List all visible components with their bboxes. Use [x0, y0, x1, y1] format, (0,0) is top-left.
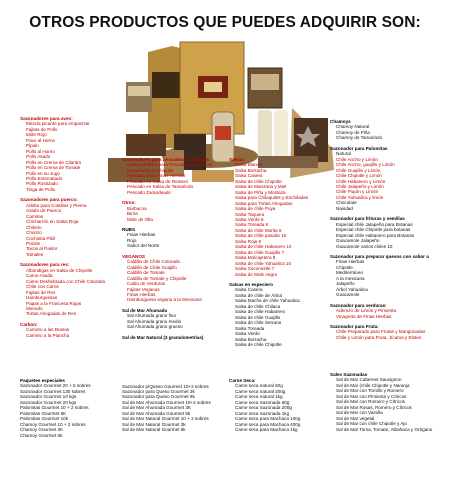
list-item: Mole Rojo [26, 132, 47, 138]
list-item: Sazonador para Queso Gourmet 3k [122, 388, 195, 394]
list-item: Vinagreta de Finas Hierbas [336, 313, 392, 319]
list-item: Salsa Borracha [235, 336, 267, 342]
list-item: Salsa Macha de chile Yahualica [235, 298, 300, 304]
list-item: Sal de Mar Ahumada Gourmet 6k [122, 410, 191, 416]
list-item: Salsa de chile Habanero 10 [235, 244, 292, 250]
section-heading-quesos: Sazonador para preparar quesos con sabor a [330, 253, 429, 259]
list-item: Salsa Blanca [235, 162, 262, 168]
section-heading-pescados: Sazonadores para pescados y mariscos: [122, 157, 211, 162]
list-item: Chile Jalapeño y Limón [336, 183, 384, 189]
list-item: Chilorio [26, 224, 42, 230]
list-item: Especial chile Jalapeño para Botanas [336, 221, 413, 227]
list-item: Salsa de chile Guajillo 7 [235, 249, 285, 255]
list-item: Carnero a las Brasas [26, 327, 70, 333]
list-item: Árbol Yahualica [336, 286, 368, 292]
list-item: Sal de Mar con Tomillo y Romero [336, 388, 404, 394]
list-item: Sazonador Gourmet 20 kgs [20, 399, 77, 405]
list-item: Finas Hierbas [127, 291, 156, 297]
section-heading-carne-seca: Carne Seca: [229, 378, 256, 383]
list-item: Mezcla picante para empanizar [26, 121, 90, 127]
list-item: Pescado en Salsa de Tamarindo [127, 184, 194, 190]
section-heading-res: Sazonadores para res: [20, 262, 70, 268]
list-item: Caldillo de Chile Colorado [127, 259, 181, 265]
list-item: Chamoy Gourmet 3K [20, 427, 64, 433]
list-item: Fajitas Veganas [127, 286, 160, 292]
list-item: Chile y Limón para Fruta, Jícama y Elotes [336, 334, 422, 340]
list-item: Sal de Mar Natural Gourmet 3k [122, 421, 186, 427]
list-item: Rojo [127, 237, 137, 243]
list-item: Chamoy Natural [336, 124, 370, 130]
section-heading-palomitas: Sazonador para Palomitas [330, 145, 388, 151]
section-heading-frituras: Sazonador para frituras y semillas [330, 216, 405, 222]
list-item: Sazonador p/Queso Gourmet 10+2 sobres [122, 383, 209, 389]
list-item: Salsa de Piña y Mostaza [235, 189, 286, 195]
section-heading-verduras: Sazonador para verduras: [330, 302, 387, 308]
list-item: Caldillo de Tomate [127, 270, 165, 276]
section-heading-puerco: Sazonadores para puerco: [20, 197, 78, 203]
list-item: Adobo Mestizo para Pescados y Mariscos [127, 162, 213, 168]
section-heading-sal-ahumada: Sal de Mar Ahumada [122, 307, 168, 313]
list-item: Carnitas [26, 213, 44, 219]
list-item: Tortas Ahogadas de Res [26, 311, 77, 317]
list-item: Salsa Taquera [235, 211, 265, 217]
list-item: Sazonador para Queso Gourmet 6k [122, 394, 195, 400]
list-item: Fajitas de Pollo [26, 126, 58, 132]
list-item: Pipián [26, 143, 39, 149]
queso-sal-packages [122, 384, 211, 433]
list-item: Salsa de Mole negro [235, 271, 278, 277]
list-item: Pollo al Horno [26, 148, 55, 154]
section-heading-especiero: Salsas en especiero [229, 281, 273, 287]
list-item: Carne seca Sazonada 60g [235, 399, 290, 405]
list-item: Salsa Xoconostle 7 [235, 266, 275, 272]
section-heading-carbon: Carbon: [20, 321, 38, 327]
list-item: Chamoy Gourmet 6k [20, 432, 63, 438]
list-item: Carne Deshebrada con Chile Colorado [26, 278, 106, 284]
list-item: Chorizo [26, 230, 42, 236]
list-item: Salsa de chile Chipotle [235, 341, 282, 347]
list-item: Chile Piquín y Limón [336, 189, 379, 195]
list-item: Pescado en Salsa de Romero [127, 178, 189, 184]
list-item: Menudo [26, 305, 43, 311]
list-item: Salsa de chile Yahualica 10 [235, 260, 292, 266]
list-item: Pollo Asado [26, 154, 51, 160]
list-item: Sazonador Gourmet 20 + 5 sobres [20, 383, 91, 389]
list-item: Salsa de chile Puya [235, 206, 276, 212]
list-item: Salsa Roja 8 [235, 238, 262, 244]
list-item: Barbacoa [127, 205, 147, 211]
list-item: Finas Hierbas [127, 232, 156, 238]
list-item: Guacamole Jalapeño [336, 238, 380, 244]
list-item: Sal de Mar Toma, Tomate, Albahaca y Orégano [336, 426, 433, 432]
list-item: Sal de Mar con Romero y Cítricos [336, 399, 405, 405]
section-heading-paquetes: Paquetes especiales [20, 378, 65, 383]
list-item: Sal de Mar con Vainilla [336, 410, 383, 416]
list-item: Chile Chipotle y Limón [336, 173, 382, 179]
list-item: Hamburguesas [26, 295, 58, 301]
list-item: Pavo al Horno [26, 137, 56, 143]
column-left [20, 116, 105, 338]
list-item: Asado de Puerco [26, 208, 62, 214]
list-item: Salsa de chile Serrano [235, 320, 282, 326]
list-item: Palomitas Gourmet 10 + 2 sobres [20, 405, 89, 411]
list-item: Papas a la Francesa Rojas [26, 300, 82, 306]
column-right [330, 119, 429, 340]
list-item: Fajitas de Res [26, 289, 56, 295]
list-item: Sabor del Norte [127, 243, 160, 249]
list-item: Salsa para Chilaquiles y Enchiladas [235, 195, 309, 201]
sales-sazonadas-section [330, 372, 432, 432]
list-item: Chamoy de Tamarindo [336, 135, 383, 141]
list-item: Sal Ahumada grano grueso [127, 324, 183, 330]
list-item: Especial chile Chipotle para botanas [336, 227, 411, 233]
list-item: Sal de Mar Rosas, Romero y Cítricos [336, 404, 412, 410]
list-item: Salsa de chile Guajillo [235, 314, 281, 320]
list-item: Chile Habanero y Limón [336, 178, 386, 184]
list-item: Sazonador Gourmet 130 sobres [20, 388, 86, 394]
list-item: Sal de Mar (chile Chipotle y Naranja [336, 382, 410, 388]
list-item: Mole de Olla [127, 216, 153, 222]
column-center-left [122, 157, 213, 340]
list-item: A la mexicana [336, 275, 365, 281]
list-item: Salsa de chile Chipotle [235, 178, 282, 184]
list-item: Pollo en su Jugo [26, 170, 60, 176]
list-item: Sal de Mar Ahumada Gourmet 3K [122, 405, 191, 411]
list-item: Pozole [26, 240, 41, 246]
list-item: Mediterráneo [336, 270, 364, 276]
list-item: Pollo en Crema de Tomate [26, 165, 81, 171]
list-item: Caldo de Verduras [127, 281, 166, 287]
list-item: Tamales [26, 251, 44, 257]
list-item: Salsa Toreada [235, 325, 265, 331]
list-item: Pescado Zarandeado [127, 189, 171, 195]
paquetes-section [20, 378, 91, 438]
list-item: Chile Preparado para Frutas y Mangonadas [336, 329, 426, 335]
list-item: Caldillo de Chile Guajillo [127, 264, 177, 270]
list-item: Carne seca natural 200g [235, 388, 286, 394]
list-item: Sal de Mar con Pimienta y Cítricos [336, 393, 407, 399]
list-item: Salsa Verde 8 [235, 216, 264, 222]
list-item: Chicharrón en Salsa Roja [26, 219, 79, 225]
list-item: Pollo en Crema de Cilantro [26, 159, 82, 165]
list-item: Chile Ancho, guajillo y Limón [336, 162, 395, 168]
list-item: Sal de Mar Cabernet Sauvignon [336, 377, 402, 383]
section-heading-rubs: RUBS [122, 226, 136, 232]
list-item: Chile Ancho y Limón [336, 156, 378, 162]
list-item: Sal Ahumada grano medio [127, 318, 182, 324]
list-item: Salsa Borracha [235, 167, 267, 173]
list-item: Chile Guajillo y Limón [336, 167, 381, 173]
list-item: Pollo Rostizado [26, 181, 58, 187]
list-item: Guacamole varios chiles 10 [336, 243, 393, 249]
list-item: Tinga de Pollo [26, 186, 56, 192]
page-title: OTROS PRODUCTOS QUE PUEDES ADQUIRIR SON: [29, 14, 421, 31]
list-item: Carne seca Sazonada 200g [235, 405, 292, 411]
list-item: Birria [127, 211, 138, 217]
list-item: Chile Yahualica y limón [336, 194, 384, 200]
carne-seca-section [229, 378, 300, 433]
list-item: Carne seca para Machaca 400g [235, 421, 301, 427]
list-item: Hamburguesa vegana a la Mexicana [127, 297, 202, 303]
list-item: Sal de Mar vegetal [336, 415, 375, 421]
list-item: Salsa de Manzana y Miel [235, 184, 287, 190]
list-item: Carnero a la Plancha [26, 332, 70, 338]
list-item: Cochinita Pibil [26, 235, 56, 241]
list-item: Pescado a las Finas Hierbas [127, 173, 186, 179]
list-item: Finas Hierbas [336, 259, 365, 265]
list-item: Carne Asada [26, 273, 53, 279]
list-item: Salsa de chile Habanero [235, 309, 286, 315]
list-item: Salsa de chile pasado 10 [235, 233, 287, 239]
list-item: Albóndigas en Salsa de Chipotle [26, 267, 93, 273]
section-heading-otros: Otros: [122, 200, 136, 206]
list-item: Especial chile Habanero para Botanas [336, 232, 415, 238]
list-item: Jalapeño [336, 281, 355, 287]
list-item: Salsa Molcajetera 8 [235, 255, 276, 261]
section-heading-chamoys: Chamoys [330, 119, 351, 124]
list-item: Carne seca Sazonada 1kg [235, 410, 290, 416]
list-item: Palomitas Gourmet 10k [20, 416, 68, 422]
list-item: Carne seca natural 1kg [235, 394, 283, 400]
list-item: Chamoy Gourmet 10 + 2 sobres [20, 421, 86, 427]
list-item: Pollo Entomatado [26, 175, 63, 181]
list-item: Salsa de chile Morita 9 [235, 227, 282, 233]
list-item: Chipotle [336, 264, 353, 270]
list-item: Salsa Verde [235, 331, 260, 337]
list-item: Salsa de chile Chilaca [235, 303, 281, 309]
list-item: Salsa de chile de Árbol [235, 292, 282, 298]
list-item: Sal Ahumada grano fino [127, 313, 177, 319]
list-item: Guacamole [336, 292, 360, 298]
section-heading-sales: Sales Sazonadas [330, 372, 368, 377]
list-item: Salsa para Tortas Ahogadas [235, 200, 293, 206]
list-item: Sal de Mar Natural Gourmet 6k [122, 427, 186, 433]
list-item: Carne seca para Machaca 1kg [235, 427, 298, 433]
list-item: Tacos al Pastor [26, 246, 58, 252]
section-heading-veganos: VEGANOS [122, 253, 145, 259]
list-item: Adobo para Costillas y Pierna [26, 202, 87, 208]
list-item: Aderezo de Limón y Pimienta [336, 308, 397, 314]
section-heading-fruta: Sazonador para Fruta: [330, 323, 379, 329]
list-item: Natural [336, 151, 351, 157]
list-item: Salsa Toreada 8 [235, 222, 269, 228]
list-item: Camarones al Chipotle [127, 167, 174, 173]
list-item: Sal de Mar con chile Chipotle y Ajo [336, 421, 407, 427]
list-item: Chocolate [336, 200, 357, 206]
list-item: Sazonador Gourmet 10 kgs [20, 394, 77, 400]
column-center-right [229, 157, 308, 347]
list-item: Sal de Mar Ahumada Gourmet 10+2 sobres [122, 399, 211, 405]
section-heading-salsas: Salsas: [229, 157, 246, 162]
list-item: Carne seca natural 60g [235, 383, 283, 389]
list-item: Chamoy de Piña [336, 129, 370, 135]
list-item: Caldillo de Tomate y Chipotle [127, 275, 187, 281]
section-heading-sal-natural: Sal de Mar Natural (3 granulometrías) [122, 334, 204, 340]
list-item: Palomitas Gourmet 5K [20, 410, 67, 416]
section-heading-aves: Sazonadores para aves: [20, 116, 73, 121]
list-item: Salsa Casera [235, 287, 263, 293]
list-item: Sal de Mar Natural Gourmet 10 + 2 sobres [122, 416, 209, 422]
list-item: Carne seca para Machaca 100g [235, 416, 301, 422]
list-item: Chile con Carne [26, 284, 59, 290]
list-item: Navidad [336, 205, 353, 211]
list-item: Salsa Casera [235, 173, 263, 179]
